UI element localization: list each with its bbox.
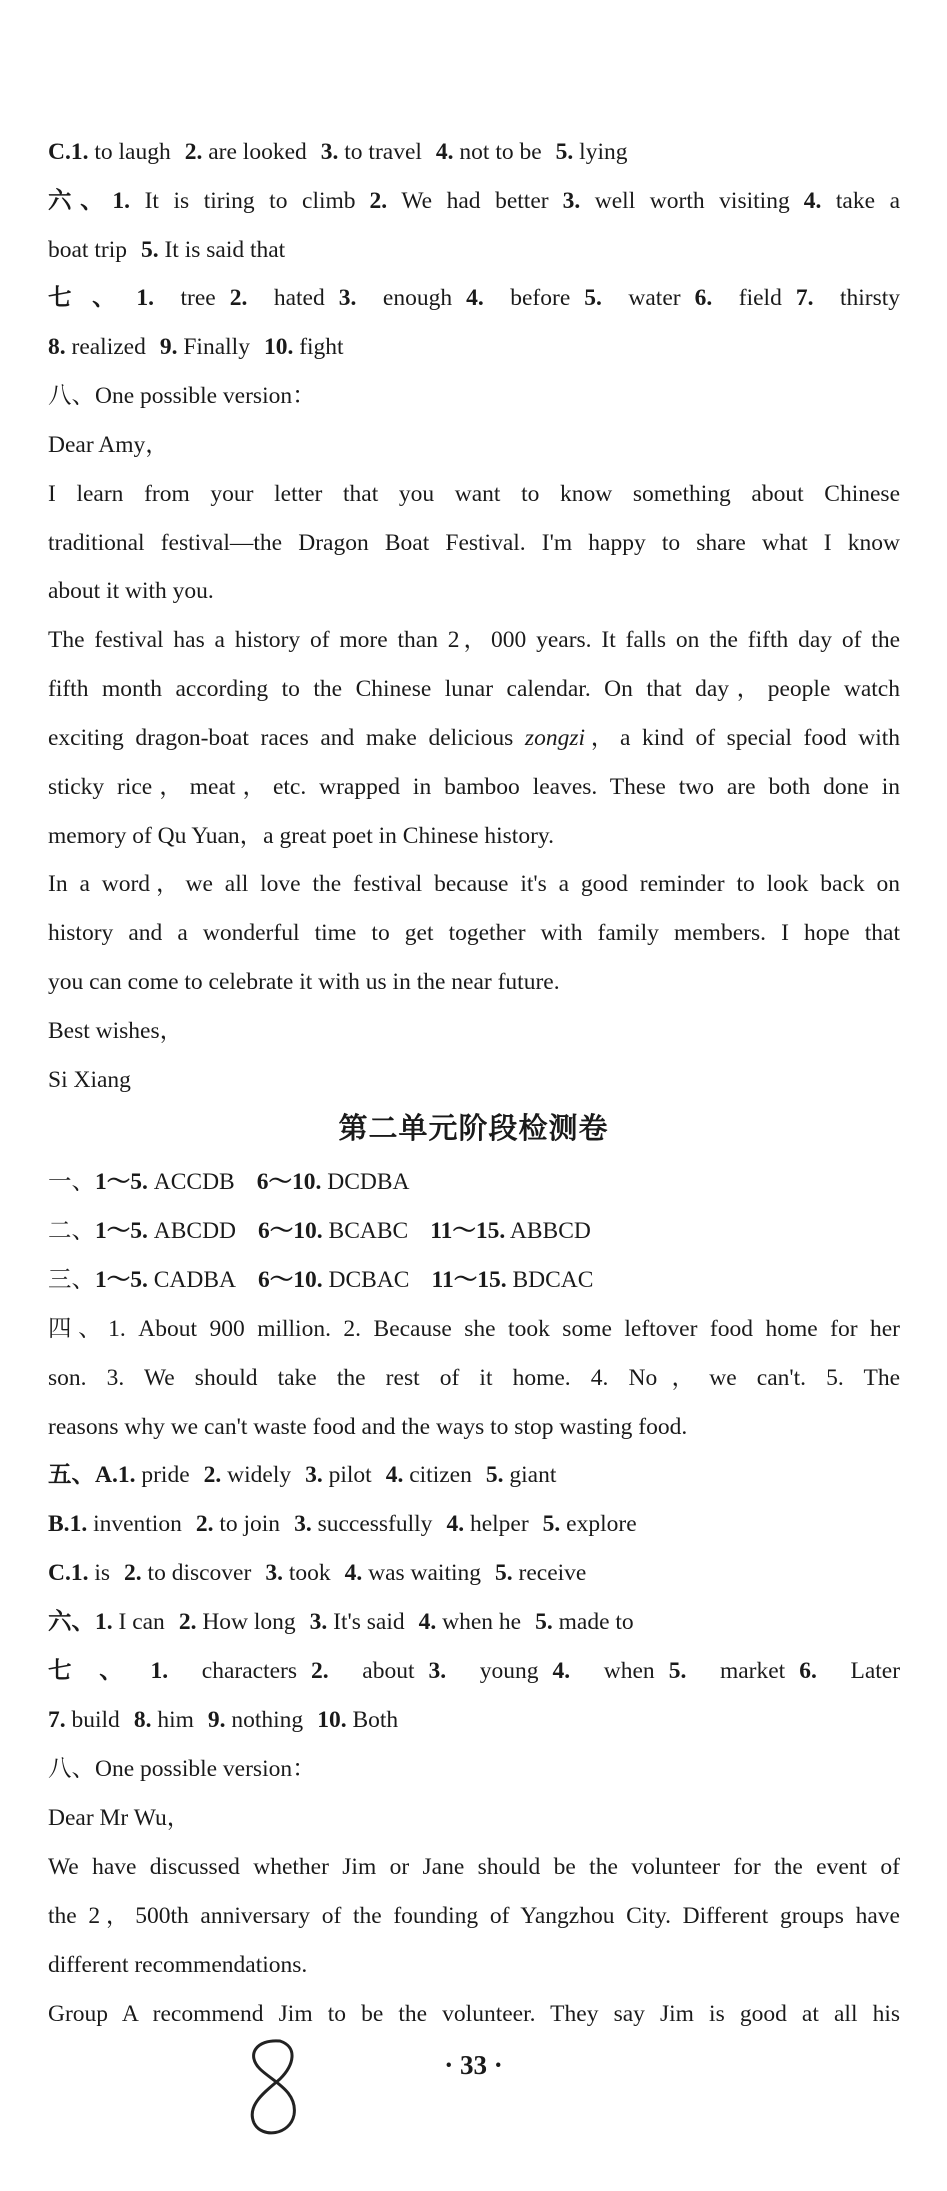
answer-number: 3.	[338, 285, 357, 311]
answer-text: I can	[118, 1609, 165, 1635]
answer-text: field	[738, 285, 782, 311]
answer-item	[446, 1511, 528, 1537]
answer-number: 3.	[320, 139, 339, 165]
reading-line-2: son. 3. We should take the rest of it home. 4. No，we can't. 5. The	[48, 1365, 900, 1391]
answer-text: to discover	[147, 1560, 252, 1586]
answer-number: 6.	[799, 1658, 817, 1684]
answer-number: 4.	[446, 1511, 465, 1537]
zongzi-word: zongzi	[524, 725, 585, 751]
answer-number: 2.	[229, 285, 248, 311]
answer-item	[48, 237, 127, 263]
mc-range: 6～10.	[258, 1218, 323, 1244]
answer-number: 5.	[555, 139, 574, 165]
essay1-line: exciting dragon-boat races and make delicious	[48, 725, 514, 751]
answer-number: 2.	[184, 139, 203, 165]
answer-label: C.	[48, 139, 71, 165]
answer-number: 3.	[428, 1658, 447, 1684]
answer-item	[141, 237, 285, 263]
essay1-line: history and a wonderful time to get together with family members. I hope that	[48, 920, 900, 946]
answer-text: thirsty	[839, 285, 901, 311]
answer-text: explore	[566, 1511, 637, 1537]
mc-answers: DCBAC	[328, 1267, 410, 1293]
essay1-line: The festival has a history of more than 2，000 years. It falls on the fifth day of the	[48, 627, 900, 653]
essay1-greeting: Dear Amy，	[48, 432, 169, 458]
essay2-line: different recommendations.	[48, 1952, 308, 1978]
mc-range: 6～10.	[258, 1267, 323, 1293]
essay2-heading: 八、One possible version：	[48, 1756, 316, 1782]
answer-item	[185, 139, 307, 165]
answer-text: made to	[558, 1609, 634, 1635]
answer-text: Later	[850, 1658, 901, 1684]
answer-text: widely	[227, 1462, 292, 1488]
answer-number: 2.	[311, 1658, 329, 1684]
answer-item	[436, 139, 542, 165]
answer-text: giant	[509, 1462, 557, 1488]
answer-item	[95, 1609, 165, 1635]
answer-item	[317, 1707, 398, 1733]
mc-row-3	[48, 1265, 900, 1295]
section-label: 三、	[48, 1267, 95, 1293]
mc-group	[95, 1218, 236, 1244]
answer-item	[556, 139, 628, 165]
mc-range: 1～5.	[95, 1218, 148, 1244]
essay2-greeting: Dear Mr Wu，	[48, 1805, 191, 1831]
answer-text: when	[603, 1658, 655, 1684]
section-label: 一、	[48, 1169, 95, 1195]
answer-item	[796, 285, 900, 311]
answer-number: 4.	[435, 139, 454, 165]
answer-number: 2.	[369, 188, 388, 214]
answer-text: pride	[141, 1462, 190, 1488]
essay1-line: you can come to celebrate it with us in the near future.	[48, 969, 560, 995]
answer-label: 五、A.	[48, 1462, 118, 1488]
answer-text: tree	[180, 285, 216, 311]
answer-row-7	[48, 283, 900, 313]
essay1-line-tail: ，a kind of special food with	[585, 725, 901, 751]
answer-number: 5.	[584, 285, 602, 311]
essay1-line: sticky rice，meat，etc. wrapped in bamboo leaves. These two are both done in	[48, 774, 900, 800]
answer-text: characters	[201, 1658, 298, 1684]
answer-text: nothing	[231, 1707, 304, 1733]
mc-range: 11～15.	[431, 1267, 507, 1293]
mc-group	[95, 1267, 236, 1293]
answer-text: was waiting	[368, 1560, 482, 1586]
answer-label: B.	[48, 1511, 70, 1537]
answer-number: 3.	[305, 1462, 323, 1488]
answer-item	[48, 1707, 120, 1733]
answer-text: boat trip	[48, 237, 127, 263]
answer-number: 6.	[694, 285, 713, 311]
answer-item	[419, 1609, 521, 1635]
answer-item	[204, 1462, 291, 1488]
answer-item	[370, 188, 549, 214]
answer-item	[345, 1560, 481, 1586]
answer-item	[495, 1560, 586, 1586]
answer-item	[321, 139, 422, 165]
answer-label: 七、	[48, 1658, 151, 1684]
answer-item	[230, 285, 325, 311]
answer-text: lying	[579, 139, 628, 165]
answer-text: We had better	[401, 188, 549, 214]
answer-number: 7.	[795, 285, 814, 311]
answer-item	[265, 1560, 330, 1586]
answer-number: 4.	[466, 285, 484, 311]
reading-line-1: 四、1. About 900 million. 2. Because she took some leftover food home for her	[48, 1316, 900, 1342]
answer-number: 1.	[136, 285, 154, 311]
answer-item	[124, 1560, 251, 1586]
answer-text: not to be	[459, 139, 542, 165]
answer-item	[112, 188, 355, 214]
answer-item	[584, 285, 680, 311]
answer-text: water	[628, 285, 681, 311]
answer-text: when he	[442, 1609, 522, 1635]
answer-text: It is said that	[164, 237, 286, 263]
essay1-line: memory of Qu Yuan，a great poet in Chinese history.	[48, 823, 555, 849]
mc-group	[431, 1267, 593, 1293]
section-title: 第二单元阶段检测卷	[338, 1111, 609, 1145]
answer-label: 七、	[48, 285, 137, 311]
answer-row-5b	[48, 1509, 900, 1539]
answer-number: 2.	[124, 1560, 142, 1586]
answer-text: helper	[469, 1511, 529, 1537]
mc-group	[258, 1218, 408, 1244]
answer-text: hated	[273, 285, 325, 311]
answer-item	[535, 1609, 634, 1635]
essay1-line: I learn from your letter that you want to know something about Chinese	[48, 481, 900, 507]
answer-number: 4.	[344, 1560, 363, 1586]
answer-row-6b	[48, 1607, 900, 1637]
answer-number: 5.	[140, 237, 159, 263]
answer-number: 2.	[195, 1511, 214, 1537]
answer-text: took	[288, 1560, 331, 1586]
answer-item	[136, 285, 215, 311]
essay1-line-zongzi	[48, 723, 900, 753]
answer-number: 9.	[159, 334, 178, 360]
answer-item	[118, 1462, 190, 1488]
answer-item	[48, 334, 146, 360]
answer-number: 3.	[309, 1609, 328, 1635]
answer-text: pilot	[328, 1462, 372, 1488]
answer-text: realized	[71, 334, 146, 360]
page-number: · 33 ·	[444, 2050, 503, 2080]
answer-item	[70, 1511, 182, 1537]
answer-number: 5.	[495, 1560, 513, 1586]
mc-answers: CADBA	[153, 1267, 237, 1293]
answer-number: 5.	[485, 1462, 504, 1488]
essay1-line: fifth month according to the Chinese lunar calendar. On that day，people watch	[48, 676, 900, 702]
answer-number: 2.	[178, 1609, 197, 1635]
answer-text: fight	[299, 334, 344, 360]
answer-number: 8.	[133, 1707, 152, 1733]
answer-item	[429, 1658, 539, 1684]
answer-number: 7.	[48, 1707, 66, 1733]
mc-range: 11～15.	[430, 1218, 506, 1244]
answer-row-7-cont	[48, 332, 900, 362]
answer-number: 10.	[317, 1707, 347, 1733]
answer-item	[386, 1462, 472, 1488]
answer-item	[179, 1609, 296, 1635]
answer-number: 5.	[668, 1658, 687, 1684]
answer-text: enough	[382, 285, 453, 311]
mc-answers: ACCDB	[153, 1169, 235, 1195]
mc-answers: ABCDD	[153, 1218, 237, 1244]
essay1-line: In a word，we all love the festival because it's a good reminder to look back on	[48, 871, 900, 897]
answer-number: 1.	[117, 1462, 136, 1488]
answer-item	[196, 1511, 280, 1537]
mc-row-2	[48, 1216, 900, 1246]
answer-number: 1.	[69, 1511, 88, 1537]
answer-item	[71, 139, 171, 165]
answer-item	[339, 285, 452, 311]
answer-number: 4.	[385, 1462, 404, 1488]
essay1-closing: Best wishes，	[48, 1018, 184, 1044]
answer-number: 4.	[803, 188, 822, 214]
answer-row-6-cont	[48, 235, 900, 265]
answer-number: 10.	[263, 334, 294, 360]
answer-label: 六、	[48, 1609, 95, 1635]
mc-group	[95, 1169, 235, 1195]
mc-range: 6～10.	[256, 1169, 322, 1195]
mc-answers: BDCAC	[512, 1267, 594, 1293]
answer-text: young	[479, 1658, 539, 1684]
answer-text: are looked	[208, 139, 307, 165]
answer-text: him	[157, 1707, 194, 1733]
answer-number: 9.	[207, 1707, 226, 1733]
mc-range: 1～5.	[95, 1169, 148, 1195]
answer-text: take a	[835, 188, 901, 214]
answer-row-7b	[48, 1656, 900, 1686]
answer-text: is	[94, 1560, 111, 1586]
essay1-line: about it with you.	[48, 578, 214, 604]
answer-number: 4.	[418, 1609, 437, 1635]
mc-group	[257, 1169, 410, 1195]
reading-line-3: reasons why we can't waste food and the ways to stop wasting food.	[48, 1414, 688, 1440]
answer-text: market	[719, 1658, 786, 1684]
mc-range: 1～5.	[95, 1267, 148, 1293]
mc-answers: DCDBA	[327, 1169, 410, 1195]
answer-number: 1.	[70, 139, 89, 165]
answer-item	[553, 1658, 655, 1684]
answer-text: successfully	[317, 1511, 433, 1537]
answer-row-7b-cont	[48, 1705, 900, 1735]
answer-item	[543, 1511, 637, 1537]
answer-item	[208, 1707, 303, 1733]
answer-text: How long	[202, 1609, 296, 1635]
answer-text: to join	[219, 1511, 281, 1537]
answer-row-c	[48, 137, 900, 167]
answer-item	[160, 334, 250, 360]
answer-text: to laugh	[94, 139, 171, 165]
answer-text: before	[510, 285, 571, 311]
answer-item	[151, 1658, 298, 1684]
answer-item	[804, 188, 900, 214]
answer-item	[695, 285, 782, 311]
answer-text: Finally	[183, 334, 250, 360]
answer-item	[669, 1658, 786, 1684]
answer-item	[264, 334, 344, 360]
mc-row-1	[48, 1167, 900, 1197]
answer-text: Both	[352, 1707, 399, 1733]
answer-number: 1.	[112, 188, 130, 214]
answer-item	[71, 1560, 110, 1586]
answer-item	[134, 1707, 194, 1733]
answer-item	[310, 1609, 405, 1635]
mc-answers: BCABC	[328, 1218, 409, 1244]
answer-text: citizen	[409, 1462, 472, 1488]
mc-answers: ABBCD	[509, 1218, 591, 1244]
answer-number: 1.	[95, 1609, 113, 1635]
answer-label: 六、	[48, 188, 113, 214]
answer-row-5a	[48, 1460, 900, 1490]
answer-number: 4.	[552, 1658, 571, 1684]
answer-number: 1.	[150, 1658, 169, 1684]
answer-text: receive	[518, 1560, 587, 1586]
essay2-line: the 2，500th anniversary of the founding of Yangzhou City. Different groups have	[48, 1903, 900, 1929]
answer-item	[799, 1658, 900, 1684]
answer-number: 1.	[70, 1560, 89, 1586]
answer-label: C.	[48, 1560, 71, 1586]
mc-group	[430, 1218, 591, 1244]
answer-number: 8.	[48, 334, 66, 360]
answer-item	[305, 1462, 372, 1488]
answer-item	[311, 1658, 414, 1684]
answer-text: It is tiring to climb	[144, 188, 356, 214]
answer-text: It's said	[333, 1609, 405, 1635]
answer-number: 3.	[562, 188, 581, 214]
essay1-heading: 八、One possible version：	[48, 383, 316, 409]
answer-row-6	[48, 186, 900, 216]
section-label: 二、	[48, 1218, 95, 1244]
answer-item	[294, 1511, 432, 1537]
essay2-line: We have discussed whether Jim or Jane should be the volunteer for the event of	[48, 1854, 900, 1880]
answer-number: 3.	[265, 1560, 283, 1586]
answer-number: 5.	[535, 1609, 553, 1635]
answer-text: about	[362, 1658, 415, 1684]
answer-number: 3.	[294, 1511, 312, 1537]
answer-text: invention	[93, 1511, 182, 1537]
answer-item	[486, 1462, 557, 1488]
answer-row-5c	[48, 1558, 900, 1588]
answer-number: 5.	[542, 1511, 561, 1537]
answer-text: to travel	[344, 139, 422, 165]
answer-text: build	[71, 1707, 120, 1733]
answer-text: well worth visiting	[594, 188, 790, 214]
answer-number: 2.	[203, 1462, 222, 1488]
answer-item	[563, 188, 790, 214]
essay2-line: Group A recommend Jim to be the volunteer. They say Jim is good at all his	[48, 2001, 900, 2027]
essay1-line: traditional festival—the Dragon Boat Festival. I'm happy to share what I know	[48, 530, 900, 556]
mc-group	[258, 1267, 409, 1293]
answer-item	[466, 285, 570, 311]
essay1-signature: Si Xiang	[48, 1067, 131, 1093]
